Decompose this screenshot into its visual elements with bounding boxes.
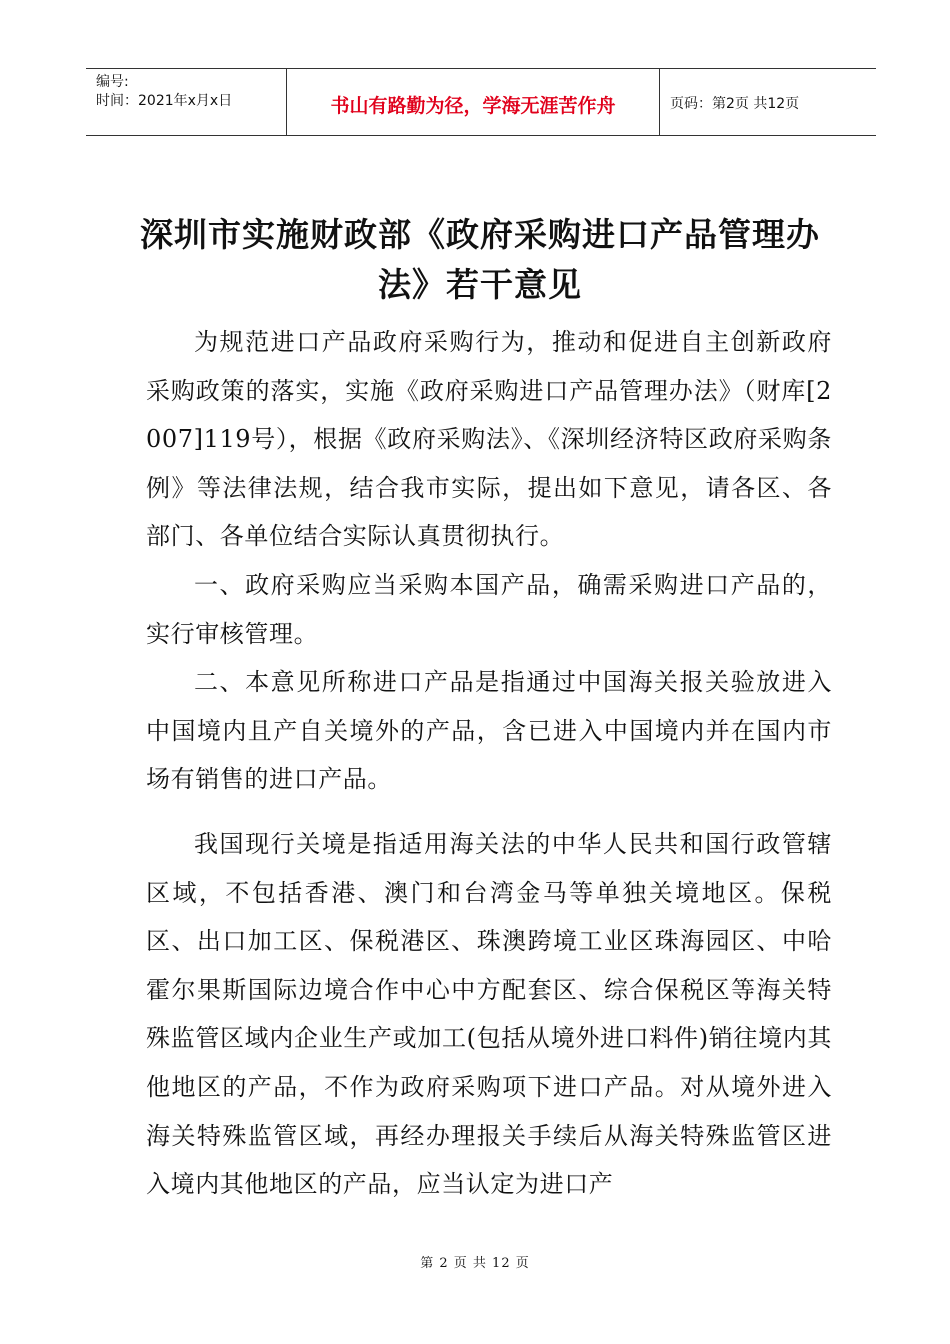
paragraph-item-2: 二、本意见所称进口产品是指通过中国海关报关验放进入中国境内且产自关境外的产品，含已进入中国境内并在国内市场有销售的进口产品。	[146, 668, 832, 794]
document-title: 深圳市实施财政部《政府采购进口产品管理办法》若干意见	[140, 215, 820, 304]
doc-number-label: 编号:	[96, 74, 129, 90]
header-meta-cell	[86, 69, 287, 135]
page-header	[86, 68, 876, 136]
date-label: 时间：2021年x月x日	[96, 93, 233, 109]
page-footer: 第 2 页 共 12 页	[420, 1256, 530, 1271]
header-page-code: 页码：第2页 共12页	[670, 96, 800, 112]
paragraph-intro: 为规范进口产品政府采购行为，推动和促进自主创新政府采购政策的落实，实施《政府采购进口产品管理办法》（财库[2007]119号），根据《政府采购法》、《深圳经济特区政府采购条例》等法律法规，结合我市实际，提出如下意见，请各区、各部门、各单位结合实际认真贯彻执行。	[146, 328, 832, 551]
header-motto: 书山有路勤为径，学海无涯苦作舟	[287, 69, 660, 135]
paragraph-customs-territory: 我国现行关境是指适用海关法的中华人民共和国行政管辖区域，不包括香港、澳门和台湾金马等单独关境地区。保税区、出口加工区、保税港区、珠澳跨境工业区珠海园区、中哈霍尔果斯国际边境合作中心中方配套区、综合保税区等海关特殊监管区域内企业生产或加工(包括从境外进口料件)销往境内其他地区的产品，不作为政府采购项下进口产品。对从境外进入海关特殊监管区域，再经办理报关手续后从海关特殊监管区进入境内其他地区的产品，应当认定为进口产	[146, 829, 832, 1199]
document-body	[146, 318, 832, 1209]
paragraph-item-1: 一、政府采购应当采购本国产品，确需采购进口产品的，实行审核管理。	[146, 570, 832, 648]
